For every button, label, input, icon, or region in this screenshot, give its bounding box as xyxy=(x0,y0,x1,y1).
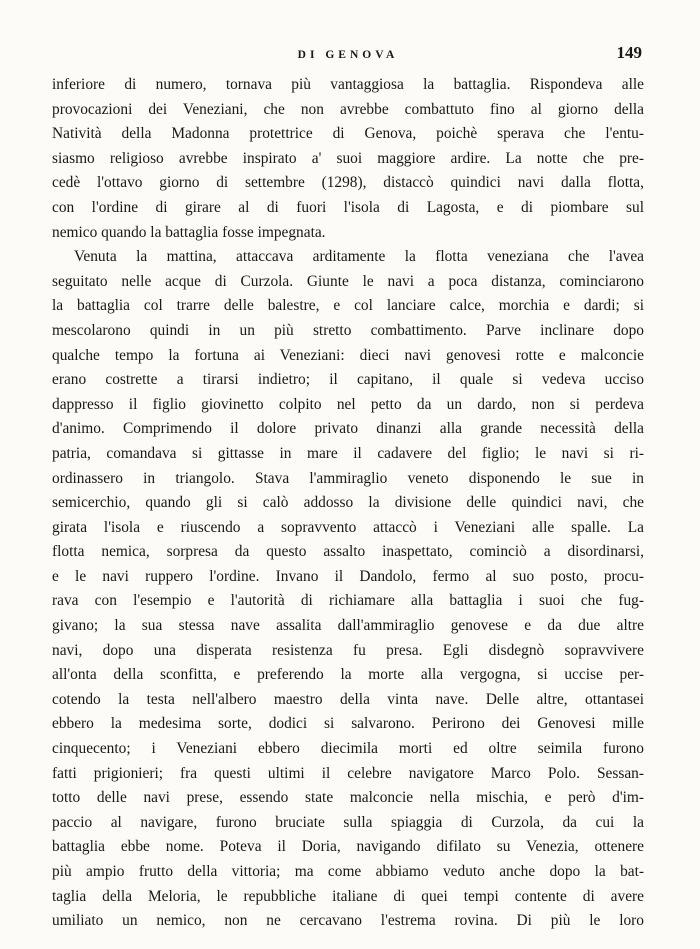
text-line: fatti prigionieri; fra questi ultimi il celebre navigatore Marco Polo. Sessan- xyxy=(52,764,644,782)
text-line: d'animo. Comprimendo il dolore privato dinanzi alla grande necessità della xyxy=(52,420,644,438)
text-line: semicerchio, quando gli si calò addosso la divisione delle quindici navi, che xyxy=(52,494,644,512)
text-line: la battaglia col trarre delle balestre, e col lanciare calce, morchia e dardi; si xyxy=(52,297,644,315)
paragraph-1 xyxy=(52,73,644,245)
text-line: con l'ordine di girare al di fuori l'isola di Lagosta, e di piombare sul xyxy=(52,198,644,216)
text-line: battaglia ebbe nome. Poteva il Doria, navigando difilato su Venezia, ottenere xyxy=(52,838,644,856)
text-line: inferiore di numero, tornava più vantaggiosa la battaglia. Rispondeva alle xyxy=(52,76,644,93)
text-line: rava con l'esempio e l'autorità di richiamare alla battaglia i suoi che fug- xyxy=(52,592,644,610)
text-line: nemico quando la battaglia fosse impegnata. xyxy=(52,223,326,241)
text-line: cinquecento; i Veneziani ebbero diecimila morti ed oltre seimila furono xyxy=(52,740,644,758)
running-head: DI GENOVA xyxy=(297,49,399,61)
text-line: seguitato nelle acque di Curzola. Giunte le navi a poca distanza, cominciarono xyxy=(52,272,644,290)
text-line: siasmo religioso avrebbe inspirato a' suoi maggiore ardire. La notte che pre- xyxy=(52,149,644,167)
text-line: qualche tempo la fortuna ai Veneziani: dieci navi genovesi rotte e malconcie xyxy=(52,346,644,364)
text-line: mescolarono quindi in un più stretto combattimento. Parve inclinare dopo xyxy=(52,321,644,339)
text-line: cotendo la testa nell'albero maestro della vinta nave. Delle altre, ottantasei xyxy=(52,690,644,708)
body-text xyxy=(52,73,644,934)
text-line: paccio al navigare, furono bruciate sulla spiaggia di Curzola, da cui la xyxy=(52,813,644,831)
text-line: provocazioni dei Veneziani, che non avrebbe combattuto fino al giorno della xyxy=(52,100,644,118)
text-line: patria, comandava si gittasse in mare il cadavere del figlio; le navi si ri- xyxy=(52,444,644,462)
text-line: ordinassero in triangolo. Stava l'ammiraglio veneto disponendo le sue in xyxy=(52,469,644,487)
text-line: givano; la sua stessa nave assalita dall'ammiraglio genovese e da due altre xyxy=(52,617,644,635)
text-line: totto delle navi prese, essendo state malconcie nella mischia, e però d'im- xyxy=(52,789,644,807)
text-line: e le navi ruppero l'ordine. Invano il Dandolo, fermo al suo posto, procu- xyxy=(52,567,644,585)
text-line: più ampio frutto della vittoria; ma come abbiamo veduto anche dopo la bat- xyxy=(52,863,644,880)
page-header xyxy=(52,43,644,69)
text-line: ebbero la medesima sorte, dodici si salvarono. Perirono dei Genovesi mille xyxy=(52,715,644,733)
text-line: all'onta della sconfitta, e preferendo la morte alla vergogna, si uccise per- xyxy=(52,666,644,684)
text-line: flotta nemica, sorpresa da questo assalto inaspettato, cominciò a disordinarsi, xyxy=(52,543,644,561)
text-line: cedè l'ottavo giorno di settembre (1298), distaccò quindici navi dalla flotta, xyxy=(52,174,644,192)
text-line: Venuta la mattina, attaccava arditamente la flotta veneziana che l'avea xyxy=(74,248,644,266)
page-number: 149 xyxy=(616,43,642,62)
text-line: girata l'isola e riuscendo a sopravvento attaccò i Veneziani alle spalle. La xyxy=(52,518,644,536)
text-line: dappresso il figlio giovinetto colpito nel petto da un dardo, non si perdeva xyxy=(52,395,644,413)
text-line: taglia della Meloria, le repubbliche italiane di quei tempi contente di avere xyxy=(52,887,644,905)
text-line: navi, dopo una disperata resistenza fu presa. Egli disdegnò sopravvivere xyxy=(52,641,644,659)
paragraph-2 xyxy=(52,245,644,934)
text-line: umiliato un nemico, non ne cercavano l'estrema rovina. Di più le loro xyxy=(52,912,644,930)
text-line: Natività della Madonna protettrice di Genova, poichè sperava che l'entu- xyxy=(52,125,644,143)
text-line: erano costrette a tirarsi indietro; il capitano, il quale si vedeva ucciso xyxy=(52,371,644,389)
